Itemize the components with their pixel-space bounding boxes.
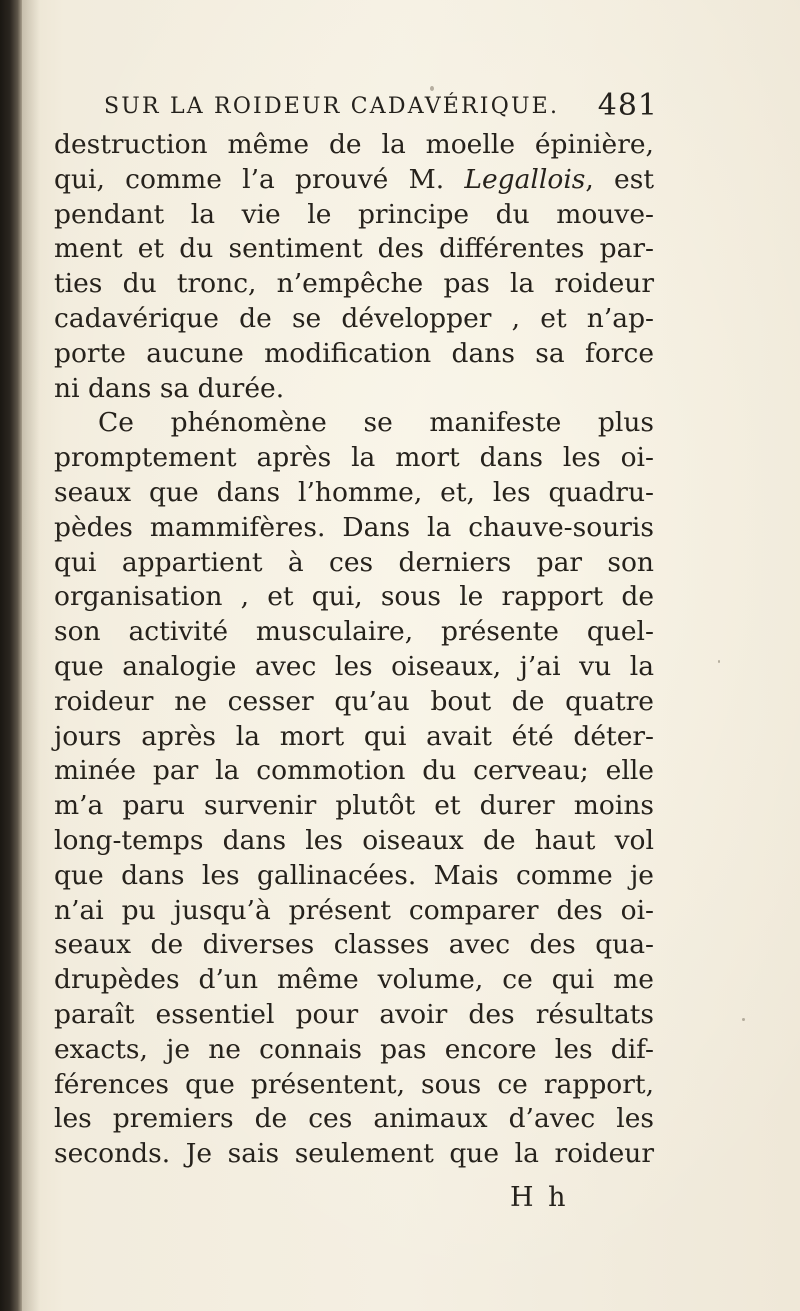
text-line: porte aucune modification dans sa force bbox=[54, 337, 654, 369]
text-line: qui appartient à ces derniers par son bbox=[54, 546, 654, 578]
text-line: jours après la mort qui avait été déter- bbox=[54, 720, 654, 752]
text-line: organisation , et qui, sous le rapport de bbox=[54, 581, 654, 613]
text-line: minée par la commotion du cerveau; elle bbox=[54, 755, 654, 787]
text-line: drupèdes d’un même volume, ce qui me bbox=[54, 964, 654, 996]
text-line: les premiers de ces animaux d’avec les bbox=[54, 1103, 654, 1135]
text-line: long-temps dans les oiseaux de haut vol bbox=[54, 824, 654, 856]
running-title: SUR LA ROIDEUR CADAVÉRIQUE. bbox=[104, 94, 560, 119]
book-binding-edge bbox=[0, 0, 22, 1311]
text-line: que analogie avec les oiseaux, j’ai vu la bbox=[54, 650, 654, 682]
text-line: roideur ne cesser qu’au bout de quatre bbox=[54, 685, 654, 717]
signature-mark: H h bbox=[510, 1182, 569, 1213]
text-line: n’ai pu jusqu’à présent comparer des oi- bbox=[54, 894, 654, 926]
text-line: qui, comme l’a prouvé M. Legallois, est bbox=[54, 163, 654, 195]
paper-speck bbox=[742, 1018, 745, 1021]
paper-speck bbox=[430, 86, 434, 91]
text-line: pendant la vie le principe du mouve- bbox=[54, 198, 654, 230]
text-line: pèdes mammifères. Dans la chauve-souris bbox=[54, 511, 654, 543]
text-line: promptement après la mort dans les oi- bbox=[54, 442, 654, 474]
text-line: Ce phénomène se manifeste plus bbox=[98, 407, 654, 439]
text-line: que dans les gallinacées. Mais comme je bbox=[54, 859, 654, 891]
text-line: exacts, je ne connais pas encore les dif- bbox=[54, 1033, 654, 1065]
author-name-italic: Legallois bbox=[464, 163, 586, 195]
paper-speck bbox=[718, 660, 720, 663]
text-line: seaux de diverses classes avec des qua- bbox=[54, 929, 654, 961]
text-line: ties du tronc, n’empêche pas la roideur bbox=[54, 268, 654, 300]
text-line: férences que présentent, sous ce rapport, bbox=[54, 1068, 654, 1100]
text-line: seaux que dans l’homme, et, les quadru- bbox=[54, 476, 654, 508]
text-line: ni dans sa durée. bbox=[54, 372, 285, 404]
text-line: ment et du sentiment des différentes par- bbox=[54, 233, 654, 265]
text-line: cadavérique de se développer , et n’ap- bbox=[54, 302, 654, 334]
page-number: 481 bbox=[597, 88, 658, 123]
text-line: m’a paru survenir plutôt et durer moins bbox=[54, 790, 654, 822]
text-line: seconds. Je sais seulement que la roideur bbox=[54, 1138, 654, 1170]
running-head bbox=[104, 88, 658, 128]
body-text bbox=[54, 128, 654, 1172]
text-line: son activité musculaire, présente quel- bbox=[54, 616, 654, 648]
text-line: paraît essentiel pour avoir des résultats bbox=[54, 998, 654, 1030]
gutter-shadow bbox=[22, 0, 40, 1311]
text-line: destruction même de la moelle épinière, bbox=[54, 129, 654, 160]
